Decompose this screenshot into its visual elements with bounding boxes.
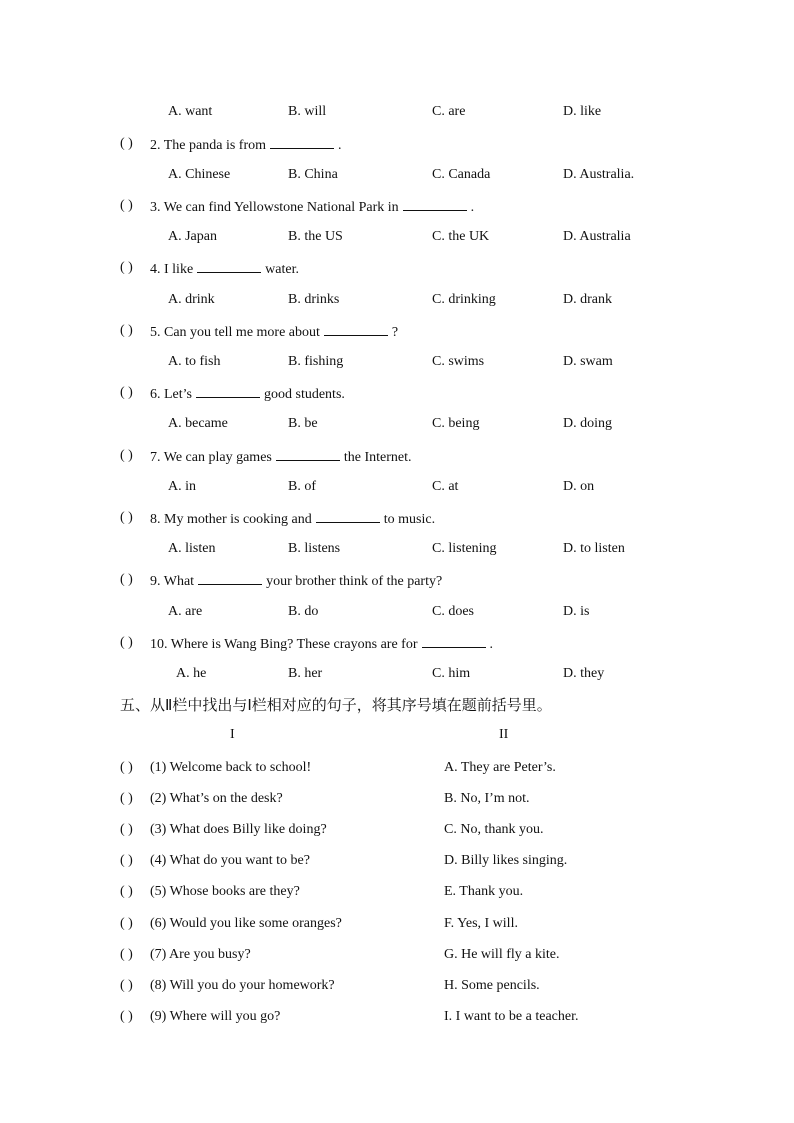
column-two-heading: II <box>499 727 509 742</box>
option-d: D. on <box>563 479 595 494</box>
option-a: A. are <box>168 604 203 619</box>
matching-question: (8) Will you do your homework? <box>150 978 335 993</box>
option-a: A. want <box>168 104 213 119</box>
option-a: A. Japan <box>168 229 217 244</box>
question-tail: ? <box>391 325 399 340</box>
option-b: B. do <box>288 604 319 619</box>
option-a: A. drink <box>168 292 215 307</box>
question-text <box>150 258 299 280</box>
answer-blank[interactable] <box>403 196 467 211</box>
answer-blank[interactable] <box>324 321 388 336</box>
question-text <box>150 196 474 218</box>
question-tail: your brother think of the party? <box>266 574 443 589</box>
answer-bracket[interactable]: ( ) <box>120 323 133 338</box>
matching-question: (1) Welcome back to school! <box>150 760 312 775</box>
question-stem: 8. My mother is cooking and <box>150 512 312 527</box>
option-b: B. listens <box>288 541 341 556</box>
matching-answer: H. Some pencils. <box>444 978 540 993</box>
question-text <box>150 383 345 405</box>
column-one-heading: I <box>230 727 235 742</box>
answer-bracket[interactable]: ( ) <box>120 572 133 587</box>
option-c: C. at <box>432 479 459 494</box>
option-b: B. drinks <box>288 292 340 307</box>
question-stem: 7. We can play games <box>150 450 272 465</box>
matching-question: (3) What does Billy like doing? <box>150 822 327 837</box>
option-d: D. swam <box>563 354 613 369</box>
question-stem: 10. Where is Wang Bing? These crayons are for <box>150 637 418 652</box>
option-b: B. her <box>288 666 323 681</box>
matching-question: (4) What do you want to be? <box>150 853 310 868</box>
question-text <box>150 633 493 655</box>
option-d: D. Australia. <box>563 167 635 182</box>
section-five-title: 五、从Ⅱ栏中找出与Ⅰ栏相对应的句子，将其序号填在题前括号里。 <box>120 696 552 714</box>
question-tail: water. <box>265 262 299 277</box>
option-b: B. be <box>288 416 318 431</box>
option-c: C. the UK <box>432 229 490 244</box>
option-d: D. drank <box>563 292 612 307</box>
matching-answer: G. He will fly a kite. <box>444 947 560 962</box>
answer-blank[interactable] <box>422 633 486 648</box>
question-tail: . <box>470 200 475 215</box>
question-tail: . <box>489 637 494 652</box>
matching-question: (7) Are you busy? <box>150 947 251 962</box>
answer-bracket[interactable]: ( ) <box>120 760 133 775</box>
option-c: C. drinking <box>432 292 496 307</box>
question-tail: good students. <box>264 387 345 402</box>
answer-bracket[interactable]: ( ) <box>120 853 133 868</box>
answer-bracket[interactable]: ( ) <box>120 822 133 837</box>
option-d: D. like <box>563 104 602 119</box>
option-c: C. are <box>432 104 466 119</box>
option-c: C. being <box>432 416 480 431</box>
option-b: B. fishing <box>288 354 344 369</box>
option-a: A. Chinese <box>168 167 231 182</box>
answer-blank[interactable] <box>316 508 380 523</box>
answer-bracket[interactable]: ( ) <box>120 978 133 993</box>
option-b: B. the US <box>288 229 343 244</box>
question-stem: 2. The panda is from <box>150 138 266 153</box>
answer-bracket[interactable]: ( ) <box>120 260 133 275</box>
answer-bracket[interactable]: ( ) <box>120 791 133 806</box>
option-b: B. will <box>288 104 327 119</box>
option-d: D. to listen <box>563 541 625 556</box>
answer-blank[interactable] <box>196 383 260 398</box>
answer-blank[interactable] <box>270 134 334 149</box>
option-b: B. China <box>288 167 338 182</box>
question-stem: 4. I like <box>150 262 194 277</box>
answer-bracket[interactable]: ( ) <box>120 916 133 931</box>
matching-answer: F. Yes, I will. <box>444 916 518 931</box>
matching-answer: D. Billy likes singing. <box>444 853 568 868</box>
answer-bracket[interactable]: ( ) <box>120 385 133 400</box>
answer-blank[interactable] <box>198 570 262 585</box>
option-d: D. they <box>563 666 605 681</box>
matching-question: (5) Whose books are they? <box>150 884 300 899</box>
answer-blank[interactable] <box>197 258 261 273</box>
option-b: B. of <box>288 479 316 494</box>
answer-bracket[interactable]: ( ) <box>120 947 133 962</box>
option-a: A. to fish <box>168 354 221 369</box>
answer-bracket[interactable]: ( ) <box>120 635 133 650</box>
option-a: A. listen <box>168 541 216 556</box>
question-tail: the Internet. <box>343 450 412 465</box>
matching-question: (2) What’s on the desk? <box>150 791 283 806</box>
option-c: C. listening <box>432 541 497 556</box>
option-a: A. in <box>168 479 196 494</box>
question-text <box>150 446 412 468</box>
question-stem: 5. Can you tell me more about <box>150 325 320 340</box>
answer-bracket[interactable]: ( ) <box>120 884 133 899</box>
answer-bracket[interactable]: ( ) <box>120 448 133 463</box>
option-d: D. is <box>563 604 590 619</box>
matching-question: (6) Would you like some oranges? <box>150 916 342 931</box>
answer-bracket[interactable]: ( ) <box>120 510 133 525</box>
question-tail: to music. <box>383 512 436 527</box>
matching-answer: A. They are Peter’s. <box>444 760 556 775</box>
answer-bracket[interactable]: ( ) <box>120 136 133 151</box>
question-stem: 3. We can find Yellowstone National Park in <box>150 200 399 215</box>
question-text <box>150 570 442 592</box>
option-c: C. swims <box>432 354 485 369</box>
matching-answer: B. No, I’m not. <box>444 791 530 806</box>
matching-question: (9) Where will you go? <box>150 1009 281 1024</box>
option-a: A. became <box>168 416 228 431</box>
question-tail: . <box>338 138 342 153</box>
answer-bracket[interactable]: ( ) <box>120 198 133 213</box>
matching-answer: I. I want to be a teacher. <box>444 1009 579 1024</box>
option-d: D. doing <box>563 416 612 431</box>
matching-answer: E. Thank you. <box>444 884 524 899</box>
option-a: A. he <box>176 666 207 681</box>
question-text <box>150 508 435 530</box>
answer-blank[interactable] <box>276 446 340 461</box>
question-text <box>150 134 342 156</box>
option-c: C. Canada <box>432 167 491 182</box>
matching-answer: C. No, thank you. <box>444 822 544 837</box>
option-c: C. him <box>432 666 471 681</box>
question-stem: 9. What <box>150 574 195 589</box>
option-d: D. Australia <box>563 229 631 244</box>
question-stem: 6. Let’s <box>150 387 192 402</box>
question-text <box>150 321 398 343</box>
answer-bracket[interactable]: ( ) <box>120 1009 133 1024</box>
option-c: C. does <box>432 604 474 619</box>
